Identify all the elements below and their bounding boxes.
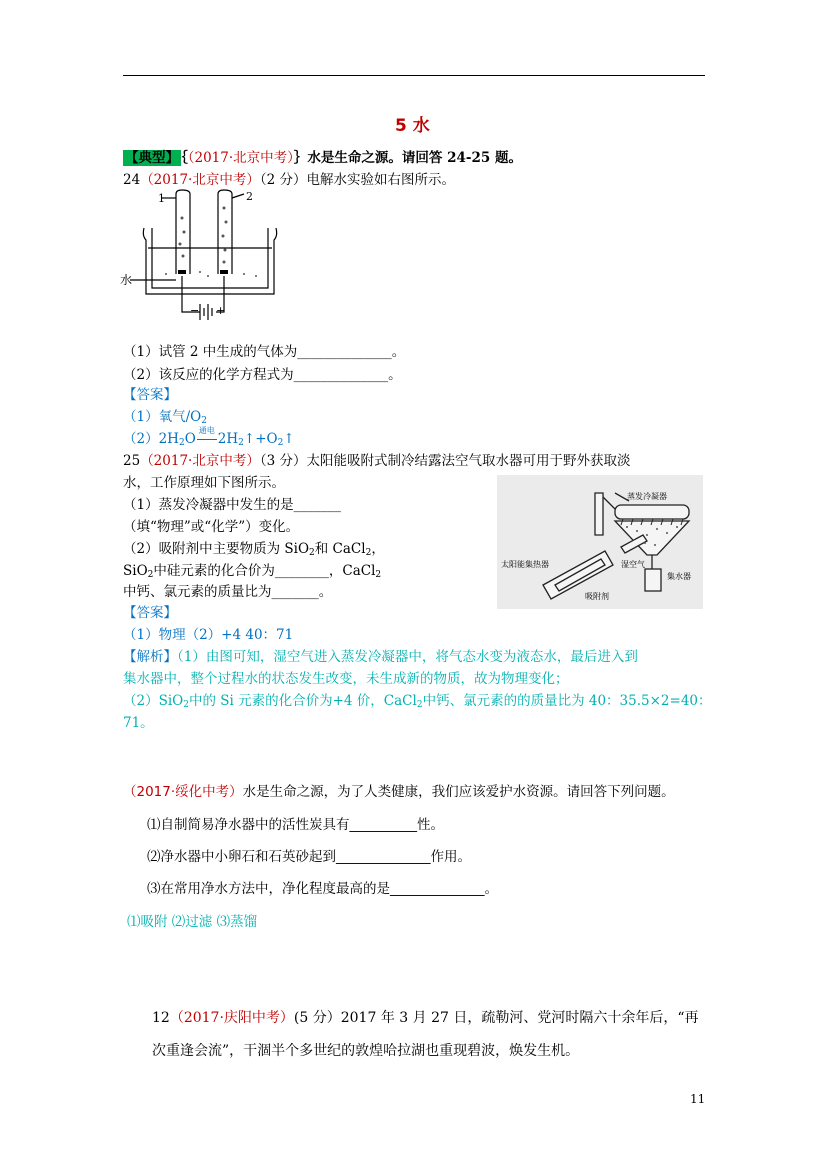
q25-stem [123, 449, 630, 469]
analysis-line3b: 中的 Si 元素的化合价为+4 价，CaCl [188, 693, 417, 709]
suihua-sub3: ⑶在常用净水方法中，净化程度最高的是______________。 [147, 881, 498, 897]
q24-ans1-text: （1）氧气/O [123, 409, 202, 425]
q25-analysis-2: 集水器中，整个过程水的状态发生改变，未生成新的物质，故为物理变化； [123, 671, 569, 687]
q25-line2: 水，工作原理如下图所示。 [123, 475, 285, 491]
intro-text: 水是生命之源。请回答 24-25 题。 [307, 150, 522, 166]
q24-ans1-sub: 2 [201, 416, 207, 426]
q12-text1: (5 分）2017 年 3 月 27 日，疏勒河、党河时隔六十余年后，“再 [293, 1010, 699, 1026]
water-label: 水 [120, 273, 133, 287]
analysis-line3a: （2）SiO [123, 693, 184, 709]
q25-analysis-3: （2）SiO$_2$中的 Si 元素的化合价为+4 价，CaCl$_2$中钙、氯元素的的质量比为 40：35.5×2=40： [123, 693, 712, 710]
analysis-label: 【解析】 [123, 649, 177, 665]
q24-source: （2017·北京中考） [140, 172, 260, 188]
page-title: 5 水 [395, 116, 430, 136]
q25-answer-label: 【答案】 [123, 605, 177, 621]
suihua-text: 水是生命之源，为了人类健康，我们应该爱护水资源。请回答下列问题。 [242, 784, 675, 800]
q24-ans2-prod2: +O [255, 431, 278, 447]
q25-analysis-1 [123, 645, 638, 665]
reaction-condition: 通电 [198, 426, 215, 435]
q24-stem [123, 168, 455, 188]
intro-source: （2017·北京中考） [187, 150, 294, 166]
q12-line2: 次重逢会流”，干涸半个多世纪的敦煌哈拉湖也重现碧波，焕发生机。 [152, 1043, 580, 1059]
q24-points: （2 分） [259, 172, 307, 188]
open-bracket: ｛ [181, 150, 188, 166]
q25-sub2b-text1: SiO [123, 563, 148, 579]
suihua-sub1: ⑴自制简易净水器中的活性炭具有__________性。 [147, 817, 444, 833]
q24-answer-label: 【答案】 [123, 387, 177, 403]
q25-points: （3 分） [259, 453, 307, 469]
close-bracket: ｝ [293, 150, 308, 166]
plus-label: + [216, 304, 226, 317]
q25-sub2a: （2）吸附剂中主要物质为 SiO$_2$和 CaCl$_2$， [123, 541, 385, 558]
q24-ans2-prefix: （2）2H [123, 431, 179, 447]
q25-sub2b: SiO$_2$中硅元素的化合价为________，CaCl$_2$ [123, 563, 382, 580]
q25-sub1a: （1）蒸发冷凝器中发生的是_______ [123, 497, 341, 513]
q24-ans2-prod1: 2H [217, 431, 239, 447]
q24-answer-1 [123, 405, 207, 426]
minus-label: − [190, 304, 200, 317]
q25-source: （2017·北京中考） [140, 453, 260, 469]
q24-text: 电解水实验如右图所示。 [306, 172, 455, 188]
suihua-source: （2017·绥化中考） [123, 784, 243, 800]
page-number: 11 [690, 1092, 706, 1106]
q25-line1: 太阳能吸附式制冷结露法空气取水器可用于野外获取淡 [306, 453, 631, 469]
label-condenser: 蒸发冷凝器 [627, 492, 667, 501]
q25-sub2c: 中钙、氯元素的质量比为_______。 [123, 584, 333, 600]
water-harvester-figure [497, 475, 703, 609]
typical-tag: 【典型】 [125, 150, 179, 166]
suihua-stem [123, 780, 675, 800]
header-rule [123, 75, 705, 76]
q25-sub2b-text2: 中硅元素的化合价为________，CaCl [153, 563, 376, 579]
analysis-line3c: 中钙、氯元素的的质量比为 40：35.5×2=40： [422, 693, 712, 709]
q12-number: 12 [152, 1010, 170, 1026]
q25-analysis-4: 71。 [123, 715, 154, 731]
q25-sub1b: （填“物理”或“化学”）变化。 [123, 519, 300, 535]
q25-sub2a-text: （2）吸附剂中主要物质为 SiO [123, 541, 310, 557]
q24-number: 24 [123, 172, 141, 188]
suihua-answer: ⑴吸附 ⑵过滤 ⑶蒸馏 [127, 914, 258, 930]
label-adsorbent: 吸附剂 [585, 592, 609, 601]
intro-line [123, 146, 522, 166]
q24-sub2: （2）该反应的化学方程式为______________。 [123, 367, 402, 383]
q12-source: （2017·庆阳中考） [169, 1010, 294, 1026]
suihua-sub2: ⑵净水器中小卵石和石英砂起到______________作用。 [147, 849, 471, 865]
analysis-line1: （1）由图可知，湿空气进入蒸发冷凝器中，将气态水变为液态水，最后进入到 [177, 649, 638, 665]
q24-ans2-mid: O [184, 431, 196, 447]
label-wet-air: 湿空气 [621, 560, 645, 569]
q12-line1 [152, 1007, 699, 1027]
reaction-arrow [196, 426, 218, 447]
q24-sub1: （1）试管 2 中生成的气体为______________。 [123, 344, 406, 360]
q25-answer: （1）物理（2）+4 40：71 [123, 627, 294, 643]
q25-number: 25 [123, 453, 141, 469]
label-collector: 太阳能集热器 [501, 560, 549, 569]
electrolysis-figure [120, 188, 280, 333]
tube-label-2: 2 [246, 190, 253, 203]
q25-sub2a-text2: 和 CaCl [314, 541, 366, 557]
tube-label-1: 1 [158, 192, 165, 205]
q24-answer-2: $(2)2H_2O$ 通电 $2H_2↑+O_2↑$ [123, 426, 295, 448]
label-water-tank: 集水器 [667, 572, 691, 581]
